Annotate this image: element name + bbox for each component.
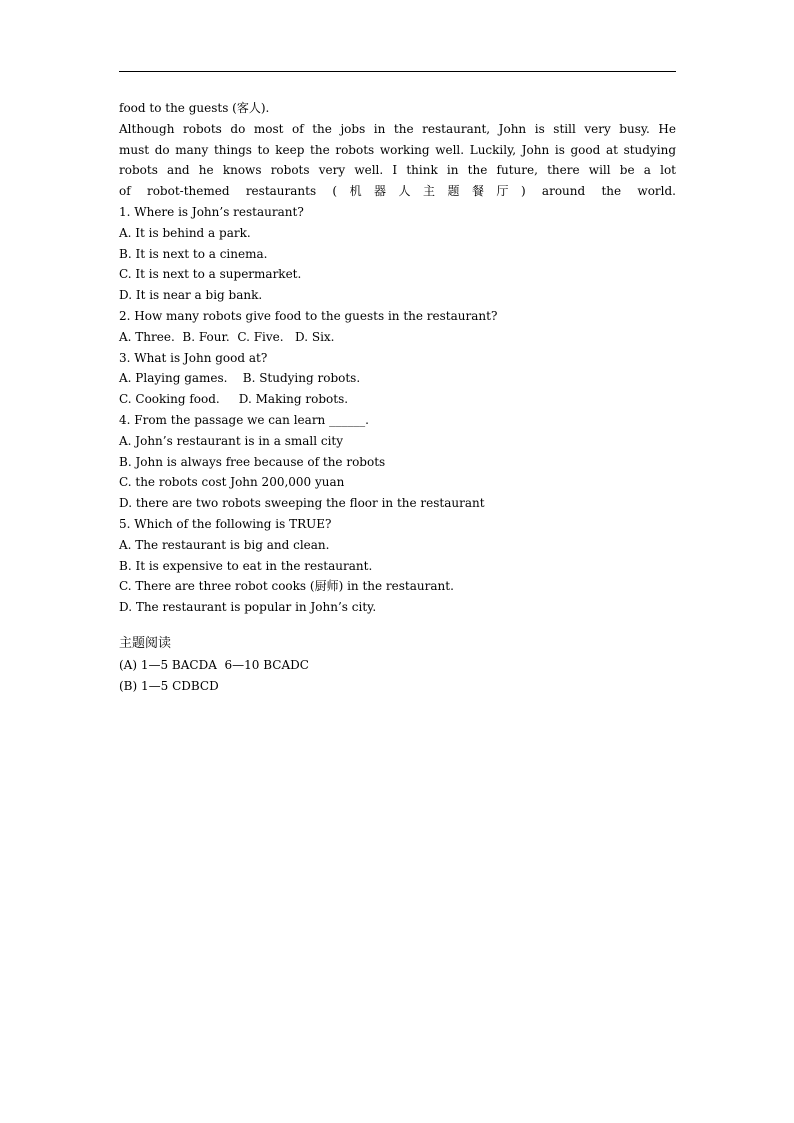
- question-stem: 5. Which of the following is TRUE?: [119, 516, 332, 531]
- question-5: [119, 514, 676, 618]
- question-2: [119, 306, 676, 348]
- question-stem: 4. From the passage we can learn ______.: [119, 412, 369, 427]
- answer-option: D. It is near a big bank.: [119, 288, 263, 303]
- answer-option: B. John is always free because of the robots: [119, 454, 386, 469]
- passage-line: must do many things to keep the robots working well. Luckily, John is good at studying: [119, 142, 676, 157]
- question-stem: 2. How many robots give food to the guests in the restaurant?: [119, 308, 498, 323]
- passage-line: Although robots do most of the jobs in the restaurant, John is still very busy. He: [119, 121, 676, 136]
- answer-option: D. The restaurant is popular in John’s city.: [119, 600, 377, 615]
- answer-option: C. the robots cost John 200,000 yuan: [119, 475, 345, 490]
- answer-option: B. It is next to a cinema.: [119, 246, 268, 261]
- answer-option: A. It is behind a park.: [119, 225, 251, 240]
- passage-line: robots and he knows robots very well. I think in the future, there will be a lot: [119, 163, 676, 178]
- answer-key: [119, 634, 676, 696]
- passage-line: food to the guests (客人).: [119, 101, 270, 115]
- answer-option: C. Cooking food. D. Making robots.: [119, 392, 349, 407]
- passage: [119, 98, 676, 202]
- answer-option: A. Playing games. B. Studying robots.: [119, 371, 361, 386]
- answer-key-title: 主题阅读: [119, 635, 172, 651]
- answer-key-line: (A) 1—5 BACDA 6—10 BCADC: [119, 657, 309, 672]
- question-stem: 1. Where is John’s restaurant?: [119, 204, 304, 219]
- header-rule: [119, 71, 676, 72]
- answer-key-line: (B) 1—5 CDBCD: [119, 678, 219, 693]
- passage-line: of robot-themed restaurants (机器人主题餐厅) around the world.: [119, 184, 676, 199]
- question-4: [119, 410, 676, 514]
- question-1: [119, 202, 676, 306]
- answer-option: B. It is expensive to eat in the restaurant.: [119, 558, 373, 573]
- section-gap: [119, 618, 676, 634]
- answer-option: C. There are three robot cooks (厨师) in the restaurant.: [119, 579, 454, 594]
- answer-option: C. It is next to a supermarket.: [119, 267, 302, 282]
- answer-option: A. Three. B. Four. C. Five. D. Six.: [119, 329, 335, 344]
- answer-option: D. there are two robots sweeping the floor in the restaurant: [119, 496, 485, 511]
- answer-option: A. John’s restaurant is in a small city: [119, 433, 344, 448]
- question-stem: 3. What is John good at?: [119, 350, 268, 365]
- question-3: [119, 348, 676, 410]
- document-body: [119, 98, 676, 696]
- answer-option: A. The restaurant is big and clean.: [119, 537, 330, 552]
